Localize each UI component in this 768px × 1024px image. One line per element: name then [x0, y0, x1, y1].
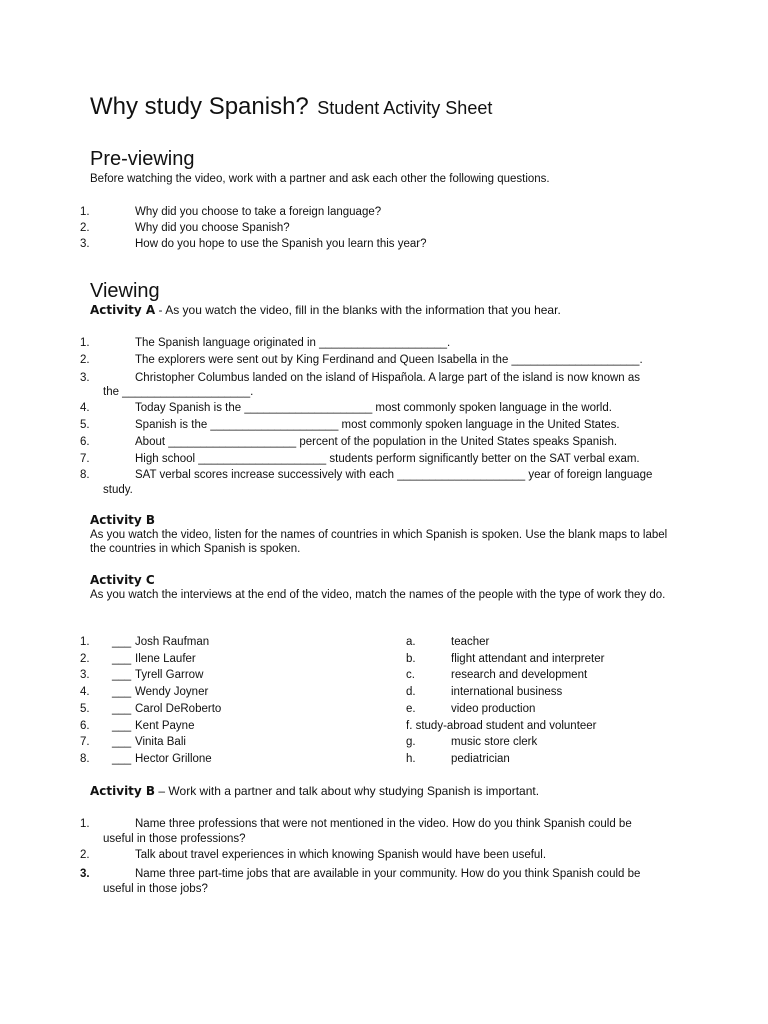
- question-text: Why did you choose Spanish?: [135, 222, 290, 234]
- activity-a-heading: [90, 303, 561, 317]
- item-number: 3.: [80, 372, 90, 384]
- item-text: Talk about travel experiences in which knowing Spanish would have been useful.: [135, 849, 547, 861]
- answer-blank: ___: [112, 753, 132, 765]
- job-title: research and development: [451, 669, 588, 681]
- previewing-intro: Before watching the video, work with a partner and ask each other the following questions.: [90, 173, 550, 185]
- activity-a-instructions: - As you watch the video, fill in the blanks with the information that you hear.: [155, 303, 561, 317]
- job-title: teacher: [451, 636, 490, 648]
- person-name: Tyrell Garrow: [135, 669, 204, 681]
- activity-c-heading: [90, 573, 155, 587]
- answer-blank: ___: [112, 720, 132, 732]
- person-number: 7.: [80, 736, 90, 748]
- previewing-heading: Pre-viewing: [90, 148, 195, 170]
- job-letter: g.: [406, 736, 416, 748]
- person-number: 1.: [80, 636, 90, 648]
- answer-blank: ___: [112, 669, 132, 681]
- job-title: international business: [451, 686, 563, 698]
- item-text: High school ____________________ students perform significantly better on the SAT verbal exam.: [135, 453, 640, 465]
- answer-blank: ___: [112, 703, 132, 715]
- answer-blank: ___: [112, 653, 132, 665]
- activity-c-text: As you watch the interviews at the end of the video, match the names of the people with the type of work they do.: [90, 589, 666, 601]
- job-title: music store clerk: [451, 736, 538, 748]
- item-text: The explorers were sent out by King Ferdinand and Queen Isabella in the ____________________.: [135, 354, 643, 366]
- item-number: 5.: [80, 419, 90, 431]
- page-title-sub: Student Activity Sheet: [317, 98, 493, 118]
- person-name: Carol DeRoberto: [135, 703, 222, 715]
- item-text: Christopher Columbus landed on the island of Hispañola. A large part of the island is now known as: [135, 372, 641, 384]
- item-text: The Spanish language originated in ____________________.: [135, 337, 451, 349]
- job-letter: b.: [406, 653, 416, 665]
- item-text-continued: useful in those professions?: [103, 833, 246, 845]
- answer-blank: ___: [112, 636, 132, 648]
- activity-b2-instructions: – Work with a partner and talk about why studying Spanish is important.: [155, 784, 540, 798]
- person-number: 5.: [80, 703, 90, 715]
- item-text: Today Spanish is the ____________________ most commonly spoken language in the world.: [135, 402, 612, 414]
- item-number: 2.: [80, 849, 90, 861]
- page-title: [90, 93, 492, 121]
- item-text-continued: study.: [103, 484, 133, 496]
- question-text: Why did you choose to take a foreign language?: [135, 206, 382, 218]
- item-number: 2.: [80, 354, 90, 366]
- item-text-continued: the ____________________.: [103, 386, 254, 398]
- activity-b2-heading: [90, 784, 539, 798]
- person-name: Josh Raufman: [135, 636, 210, 648]
- question-number: 3.: [80, 238, 90, 250]
- activity-c-label: Activity C: [90, 573, 155, 587]
- item-number: 4.: [80, 402, 90, 414]
- item-text-continued: useful in those jobs?: [103, 883, 208, 895]
- job-title: pediatrician: [451, 753, 510, 765]
- job-title: video production: [451, 703, 536, 715]
- question-number: 2.: [80, 222, 90, 234]
- item-text: Name three part-time jobs that are available in your community. How do you think Spanish could be: [135, 868, 641, 880]
- item-number: 6.: [80, 436, 90, 448]
- job-title: f. study-abroad student and volunteer: [406, 720, 597, 732]
- item-text: Spanish is the ____________________ most commonly spoken language in the United States.: [135, 419, 620, 431]
- person-number: 8.: [80, 753, 90, 765]
- activity-b2-label: Activity B: [90, 784, 156, 798]
- answer-blank: ___: [112, 686, 132, 698]
- activity-a-label: Activity A: [90, 303, 156, 317]
- job-letter: h.: [406, 753, 416, 765]
- item-number: 8.: [80, 469, 90, 481]
- answer-blank: ___: [112, 736, 132, 748]
- job-letter: c.: [406, 669, 415, 681]
- person-number: 4.: [80, 686, 90, 698]
- activity-b-label: Activity B: [90, 513, 156, 527]
- viewing-heading: Viewing: [90, 280, 160, 302]
- item-number: 3.: [80, 868, 90, 880]
- question-text: How do you hope to use the Spanish you learn this year?: [135, 238, 427, 250]
- person-number: 3.: [80, 669, 90, 681]
- activity-b-heading: [90, 513, 155, 527]
- job-title: flight attendant and interpreter: [451, 653, 605, 665]
- item-number: 1.: [80, 818, 90, 830]
- person-name: Ilene Laufer: [135, 653, 196, 665]
- job-letter: e.: [406, 703, 416, 715]
- person-number: 6.: [80, 720, 90, 732]
- person-name: Vinita Bali: [135, 736, 186, 748]
- person-number: 2.: [80, 653, 90, 665]
- page-title-main: Why study Spanish?: [90, 93, 309, 120]
- activity-b-text: As you watch the video, listen for the names of countries in which Spanish is spoken. Use the blank maps to label the countries in which Spanish is spoken.: [90, 529, 668, 555]
- person-name: Wendy Joyner: [135, 686, 209, 698]
- person-name: Hector Grillone: [135, 753, 212, 765]
- question-number: 1.: [80, 206, 90, 218]
- item-number: 1.: [80, 337, 90, 349]
- item-text: About ____________________ percent of the population in the United States speaks Spanish.: [135, 436, 618, 448]
- item-text: SAT verbal scores increase successively with each ____________________ year of foreign language: [135, 469, 653, 481]
- person-name: Kent Payne: [135, 720, 195, 732]
- job-letter: d.: [406, 686, 416, 698]
- job-letter: a.: [406, 636, 416, 648]
- item-text: Name three professions that were not mentioned in the video. How do you think Spanish could be: [135, 818, 632, 830]
- item-number: 7.: [80, 453, 90, 465]
